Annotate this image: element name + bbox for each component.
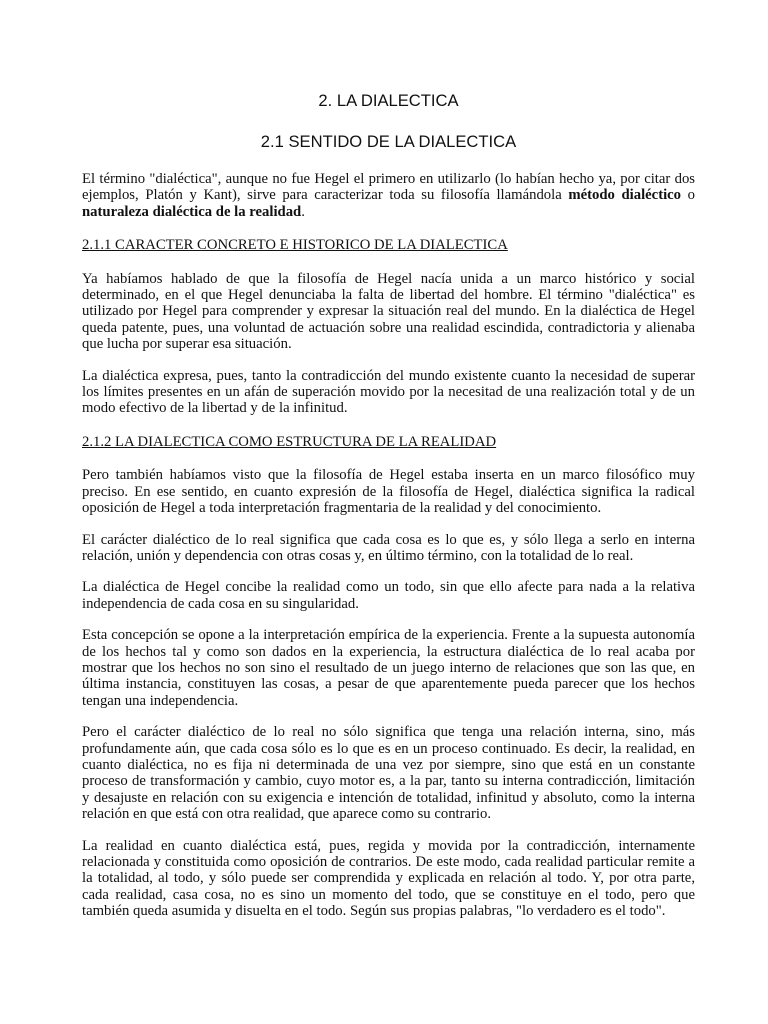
intro-bold-2: naturaleza dialéctica de la realidad — [82, 203, 302, 220]
section-title: 2.1 SENTIDO DE LA DIALECTICA — [260, 132, 517, 151]
section2-paragraph-4: Esta concepción se opone a la interpretación empírica de la experiencia. Frente a la supuesta autonomía de los hechos tal y como son dados en la experiencia, la estructura dialéctica de lo real acaba por mostrar que los hechos no son sino el resultado de un juego interno de relaciones que son las que, en última instancia, constituyen las cosas, a pesar de que aparentemente pueda parecer que los hechos tengan una independencia. — [82, 627, 695, 709]
section2-paragraph-6: La realidad en cuanto dialéctica está, pues, regida y movida por la contradicción, internamente relacionada y constituida como oposición de contrarios. De este modo, cada realidad particular remite a la totalidad, al todo, y sólo puede ser comprendida y explicada en relación al todo. Y, por otra parte, cada realidad, casa cosa, no es sino un momento del todo, que se constituye en el todo, pero que también queda asumida y disuelta en el todo. Según sus propias palabras, "lo verdadero es el todo". — [82, 837, 695, 920]
section2-paragraph-5: Pero el carácter dialéctico de lo real no sólo significa que tenga una relación interna, sino, más profundamente aún, que cada cosa sólo es lo que es en un proceso continuado. Es decir, la realidad, en cuanto dialéctica, no es fija ni determinada de una vez por siempre, sino que está en un constante proceso de transformación y cambio, cuyo motor es, a la par, tanto su interna contradicción, limitación y desajuste en relación con su exigencia e intención de totalidad, infinitud y absoluto, como la interna relación en que está con otra realidad, que aparece como su contrario. — [82, 724, 695, 823]
intro-text-1: El término "dialéctica", aunque no fue Hegel el primero en utilizarlo (lo habían hecho ya, por citar dos ejemplos, Platón y Kant), sirve para caracterizar toda su filosofía llamándola — [82, 171, 695, 204]
section2-paragraph-3: La dialéctica de Hegel concibe la realidad como un todo, sin que ello afecte para nada a la relativa independencia de cada cosa en su singularidad. — [82, 579, 695, 612]
section1-paragraph-2: La dialéctica expresa, pues, tanto la contradicción del mundo existente cuanto la necesidad de superar los límites presentes en un afán de superación movido por la necesitad de una realización total y de un modo efectivo de la libertad y de la infinitud. — [82, 367, 695, 417]
section-heading-2: 2.1.2 LA DIALECTICA COMO ESTRUCTURA DE LA REALIDAD — [82, 433, 497, 450]
section-heading-1: 2.1.1 CARACTER CONCRETO E HISTORICO DE LA DIALECTICA — [82, 237, 508, 254]
intro-text-2: o — [681, 187, 695, 204]
section2-paragraph-1: Pero también habíamos visto que la filosofía de Hegel estaba inserta en un marco filosófico muy preciso. En ese sentido, en cuanto expresión de la filosofía de Hegel, dialéctica significa la radical oposición de Hegel a toda interpretación fragmentaria de la realidad y del conocimiento. — [82, 467, 695, 517]
intro-bold-1: método dialéctico — [568, 187, 682, 204]
section2-paragraph-2: El carácter dialéctico de lo real significa que cada cosa es lo que es, y sólo llega a serlo en interna relación, unión y dependencia con otras cosas y, en último término, con la totalidad de lo real. — [82, 531, 695, 564]
intro-text-3: . — [301, 203, 305, 220]
intro-paragraph — [82, 171, 695, 220]
section1-paragraph-1: Ya habíamos hablado de que la filosofía de Hegel nacía unida a un marco histórico y social determinado, en el que Hegel denunciaba la falta de libertad del hombre. El término "dialéctica" es utilizado por Hegel para comprender y expresar la situación real del mundo. En la dialéctica de Hegel queda patente, pues, una voluntad de actuación sobre una realidad escindida, contradictoria y alienaba que lucha por superar esa situación. — [82, 270, 695, 353]
document-title: 2. LA DIALECTICA — [318, 91, 459, 110]
